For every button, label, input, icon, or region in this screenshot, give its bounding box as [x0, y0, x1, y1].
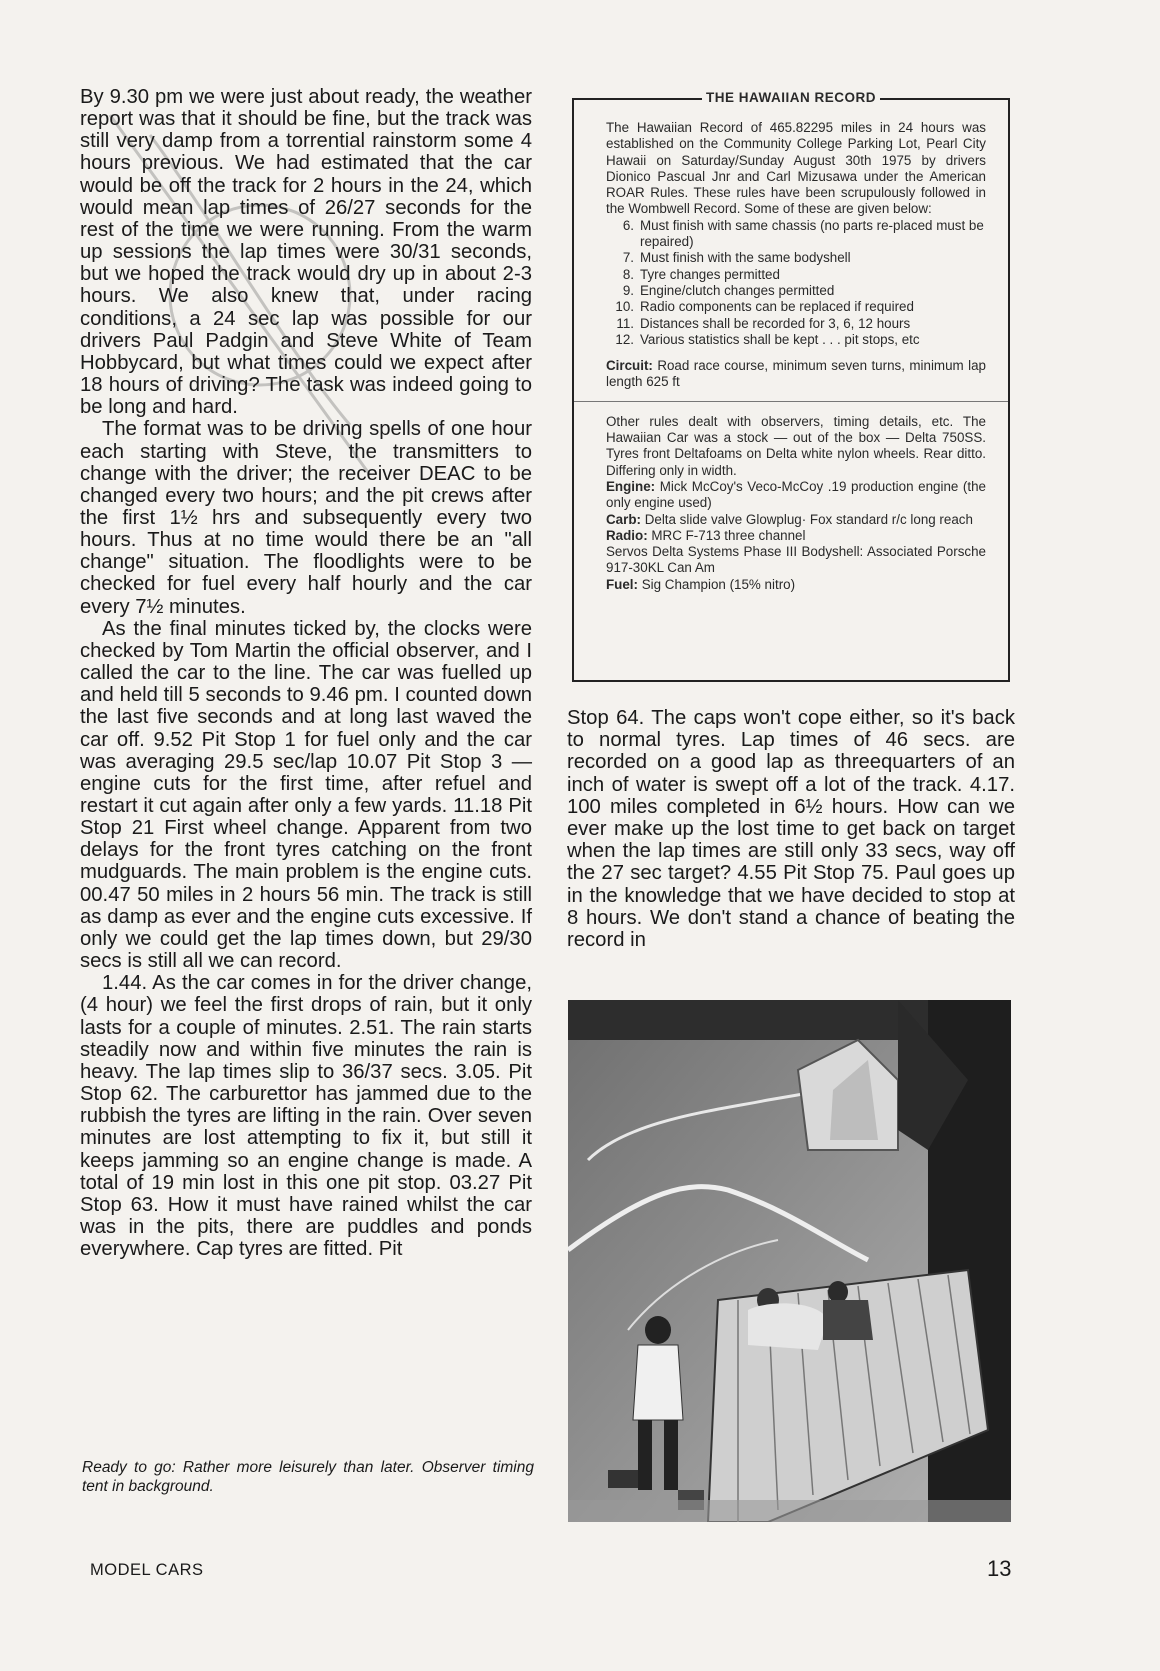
radio-text: MRC F-713 three channel	[651, 527, 806, 543]
rule-number: 8.	[622, 266, 634, 282]
rule-number: 9.	[622, 282, 634, 298]
page-number: 13	[987, 1556, 1012, 1581]
article-paragraph: Stop 64. The caps won't cope either, so it's back to normal tyres. Lap times of 46 secs. are recorded on a good lap as threequarters of an inch of water is swept off a lot of the track. 4.17. 100 miles completed in 6½ hours. How can we ever make up the lost time to get back on target when the lap times are still only 33 secs, way off the 27 sec target? 4.55 Pit Stop 75. Paul goes up in the knowledge that we have decided to stop at 8 hours. We don't stand a chance of beating the record in	[567, 707, 1015, 952]
photo-caption: Ready to go: Rather more leisurely than later. Observer timing tent in background.	[82, 1459, 534, 1495]
rule-number: 10.	[615, 299, 634, 315]
rule-number: 6.	[622, 217, 634, 233]
carb-text: Delta slide valve Glowplug· Fox standard r/c long reach	[644, 511, 973, 527]
radio-label: Radio:	[606, 527, 648, 543]
article-right-column	[567, 707, 1015, 951]
race-photo-image	[568, 1000, 1011, 1522]
rule-item	[606, 218, 986, 251]
rule-text: Tyre changes permitted	[640, 266, 780, 282]
rule-text: Must finish with the same bodyshell	[640, 250, 851, 266]
rule-number: 11.	[616, 315, 634, 331]
hawaiian-record-box	[572, 90, 1010, 682]
article-paragraph: By 9.30 pm we were just about ready, the weather report was that it should be fine, but the track was still very damp from a torrential rainstorm some 4 hours previous. We had estimated that the car would be off the track for 2 hours in the 24, which would mean lap times of 26/27 seconds for the rest of the time we were running. From the warm up sessions the lap times were 30/31 seconds, but we hoped the track would dry up in about 2-3 hours. We also knew that, under racing conditions, a 24 sec lap was possible for our drivers Paul Padgin and Steve White of Team Hobbycard, but what times could we expect after 18 hours of driving? The task was indeed going to be long and hard.	[80, 86, 532, 419]
rules-list	[606, 218, 986, 348]
carb-spec	[606, 512, 986, 528]
engine-label: Engine:	[606, 478, 656, 494]
rule-number: 12.	[615, 331, 634, 347]
rule-item	[606, 250, 986, 266]
rule-item	[606, 283, 986, 299]
article-paragraph: 1.44. As the car comes in for the driver change, (4 hour) we feel the first drops of rain, but it only lasts for a couple of minutes. 2.51. The rain starts steadily now and within five minutes the rain is heavy. The lap times slip to 36/37 secs. 3.05. Pit Stop 62. The carburettor has jammed due to the rubbish the tyres are lifting in the rain. Over seven minutes are lost attempting to fix it, but still it keeps jamming so an engine change is made. A total of 19 min lost in this one pit stop. 03.27 Pit Stop 63. How it must have rained whilst the car was in the pits, there are puddles and ponds everywhere. Cap tyres are fitted. Pit	[80, 972, 532, 1261]
rule-text: Engine/clutch changes permitted	[640, 282, 835, 298]
article-left-column	[80, 86, 532, 1260]
servos-spec: Servos Delta Systems Phase III Bodyshell: Associated Porsche 917-30KL Can Am	[606, 544, 986, 576]
engine-text: Mick McCoy's Veco-McCoy .19 production engine (the only engine used)	[606, 478, 986, 511]
rule-item	[606, 299, 986, 315]
race-photo	[568, 1000, 1011, 1522]
fuel-spec	[606, 577, 986, 593]
rule-text: Must finish with same chassis (no parts re-placed must be repaired)	[640, 217, 984, 250]
other-rules: Other rules dealt with observers, timing details, etc. The Hawaiian Car was a stock — out of the box — Delta 750SS. Tyres front Deltafoams on Delta white nylon wheels. Rear ditto. Differing only in width.	[606, 413, 986, 478]
circuit-spec	[606, 358, 986, 391]
circuit-text: Road race course, minimum seven turns, minimum lap length 625 ft	[606, 358, 986, 390]
rule-item	[606, 332, 986, 348]
circuit-label: Circuit:	[606, 358, 653, 374]
rule-text: Distances shall be recorded for 3, 6, 12 hours	[640, 315, 911, 331]
article-paragraph: As the final minutes ticked by, the clocks were checked by Tom Martin the official observer, and I called the car to the line. The car was fuelled up and held till 5 seconds to 9.46 pm. I counted down the last five seconds and at long last waved the car off. 9.52 Pit Stop 1 for fuel only and the car was averaging 29.5 sec/lap 10.07 Pit Stop 3 — engine cuts for the first time, after refuel and restart it cut again after only a few yards. 11.18 Pit Stop 21 First wheel change. Apparent from two delays for the front tyres catching on the front mudguards. The main problem is the engine cuts. 00.47 50 miles in 2 hours 56 min. The track is still as damp as ever and the engine cuts excessive. If only we could get the lap times down, but 29/30 secs is still all we can record.	[80, 617, 532, 973]
rule-number: 7.	[622, 250, 634, 266]
rule-text: Radio components can be replaced if required	[640, 299, 914, 315]
record-intro: The Hawaiian Record of 465.82295 miles in 24 hours was established on the Community College Parking Lot, Pearl City Hawaii on Saturday/Sunday August 30th 1975 by drivers Dionico Pascual Jnr and Carl Mizusawa under the American ROAR Rules. These rules have been scrupulously followed in the Wombwell Record. Some of these are given below:	[606, 120, 986, 217]
rule-text: Various statistics shall be kept . . . pit stops, etc	[640, 331, 920, 347]
engine-spec	[606, 479, 986, 512]
carb-label: Carb:	[606, 511, 641, 527]
rule-item	[606, 316, 986, 332]
fuel-text: Sig Champion (15% nitro)	[641, 576, 796, 592]
fuel-label: Fuel:	[606, 576, 638, 592]
record-box-title: THE HAWAIIAN RECORD	[702, 90, 880, 106]
radio-spec	[606, 528, 986, 544]
article-paragraph: The format was to be driving spells of one hour each starting with Steve, the transmitters to change with the driver; the receiver DEAC to be changed every two hours; and the pit crews after the first 1½ hrs and subsequently every two hours. Thus at no time would there be an "all change" situation. The floodlights were to be checked for fuel every half hourly and the car every 7½ minutes.	[80, 418, 532, 618]
box-divider	[574, 401, 1008, 402]
publication-name: MODEL CARS	[90, 1561, 204, 1579]
rule-item	[606, 267, 986, 283]
